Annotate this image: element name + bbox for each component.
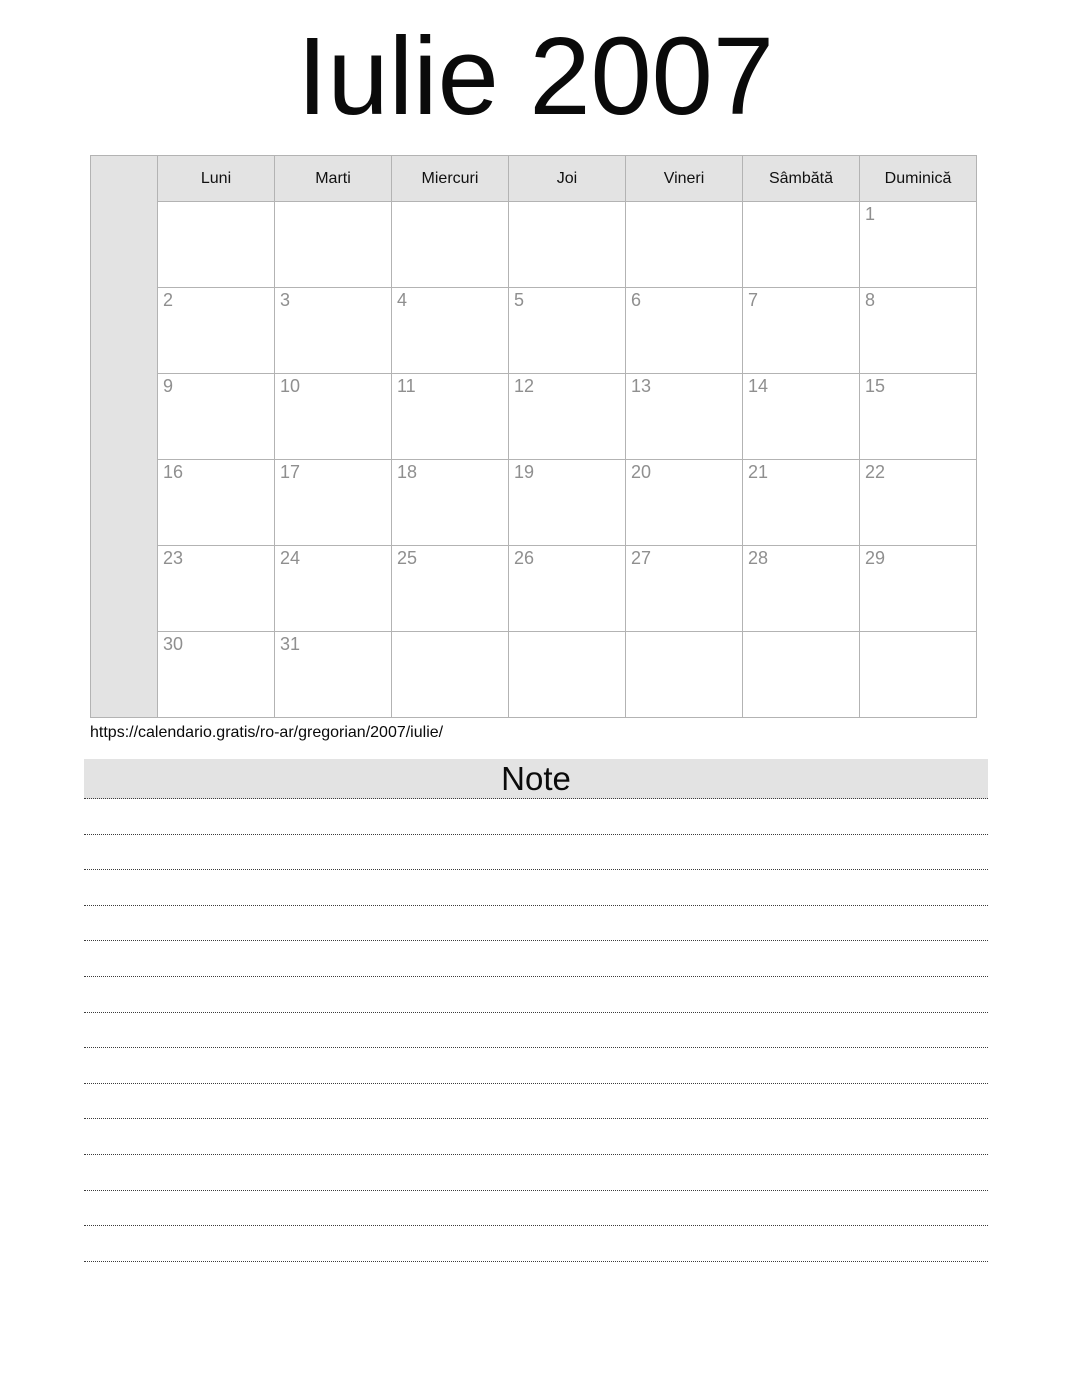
day-cell-9: 9 xyxy=(158,374,275,460)
day-cell-14: 14 xyxy=(743,374,860,460)
day-cell-21: 21 xyxy=(743,460,860,546)
day-cell-29: 29 xyxy=(860,546,977,632)
week-number-column xyxy=(91,156,158,718)
day-cell xyxy=(743,632,860,718)
day-cell-13: 13 xyxy=(626,374,743,460)
week-row xyxy=(91,374,977,460)
day-cell xyxy=(392,202,509,288)
note-line xyxy=(84,835,988,871)
day-cell xyxy=(275,202,392,288)
note-line xyxy=(84,1084,988,1120)
note-line xyxy=(84,799,988,835)
note-line xyxy=(84,906,988,942)
day-cell xyxy=(743,202,860,288)
note-line xyxy=(84,977,988,1013)
day-cell-15: 15 xyxy=(860,374,977,460)
day-cell-22: 22 xyxy=(860,460,977,546)
weekday-header-marti: Marti xyxy=(275,156,392,202)
day-cell xyxy=(158,202,275,288)
weekday-header-vineri: Vineri xyxy=(626,156,743,202)
note-line xyxy=(84,1155,988,1191)
day-cell-27: 27 xyxy=(626,546,743,632)
day-cell-12: 12 xyxy=(509,374,626,460)
day-cell-11: 11 xyxy=(392,374,509,460)
weekday-header-miercuri: Miercuri xyxy=(392,156,509,202)
day-cell xyxy=(509,202,626,288)
day-cell-16: 16 xyxy=(158,460,275,546)
note-line xyxy=(84,1191,988,1227)
day-cell-6: 6 xyxy=(626,288,743,374)
day-cell-28: 28 xyxy=(743,546,860,632)
day-cell-3: 3 xyxy=(275,288,392,374)
note-line xyxy=(84,1119,988,1155)
notes-lines xyxy=(84,799,988,1262)
note-line xyxy=(84,1048,988,1084)
weekday-header-joi: Joi xyxy=(509,156,626,202)
note-line xyxy=(84,1013,988,1049)
notes-section xyxy=(84,759,988,1262)
day-cell xyxy=(509,632,626,718)
calendar-table xyxy=(90,155,977,718)
day-cell-17: 17 xyxy=(275,460,392,546)
day-cell-10: 10 xyxy=(275,374,392,460)
day-cell-7: 7 xyxy=(743,288,860,374)
week-row xyxy=(91,632,977,718)
weekday-header-sambata: Sâmbătă xyxy=(743,156,860,202)
day-cell-2: 2 xyxy=(158,288,275,374)
source-url: https://calendario.gratis/ro-ar/gregorian/2007/iulie/ xyxy=(90,724,444,741)
day-cell-31: 31 xyxy=(275,632,392,718)
week-row xyxy=(91,460,977,546)
day-cell-25: 25 xyxy=(392,546,509,632)
day-cell xyxy=(860,632,977,718)
day-cell-30: 30 xyxy=(158,632,275,718)
day-cell-26: 26 xyxy=(509,546,626,632)
week-row xyxy=(91,288,977,374)
day-cell-20: 20 xyxy=(626,460,743,546)
day-cell xyxy=(626,202,743,288)
note-line xyxy=(84,1226,988,1262)
weekday-header-luni: Luni xyxy=(158,156,275,202)
week-row xyxy=(91,546,977,632)
day-cell-18: 18 xyxy=(392,460,509,546)
note-line xyxy=(84,941,988,977)
day-cell-24: 24 xyxy=(275,546,392,632)
day-cell-5: 5 xyxy=(509,288,626,374)
page-title: Iulie 2007 xyxy=(296,15,775,138)
day-cell xyxy=(626,632,743,718)
note-line xyxy=(84,870,988,906)
day-cell-23: 23 xyxy=(158,546,275,632)
day-cell-1: 1 xyxy=(860,202,977,288)
day-cell-4: 4 xyxy=(392,288,509,374)
notes-title: Note xyxy=(84,759,988,799)
day-cell-19: 19 xyxy=(509,460,626,546)
weekday-header-row xyxy=(91,156,977,202)
week-row xyxy=(91,202,977,288)
day-cell-8: 8 xyxy=(860,288,977,374)
day-cell xyxy=(392,632,509,718)
weekday-header-duminica: Duminică xyxy=(860,156,977,202)
